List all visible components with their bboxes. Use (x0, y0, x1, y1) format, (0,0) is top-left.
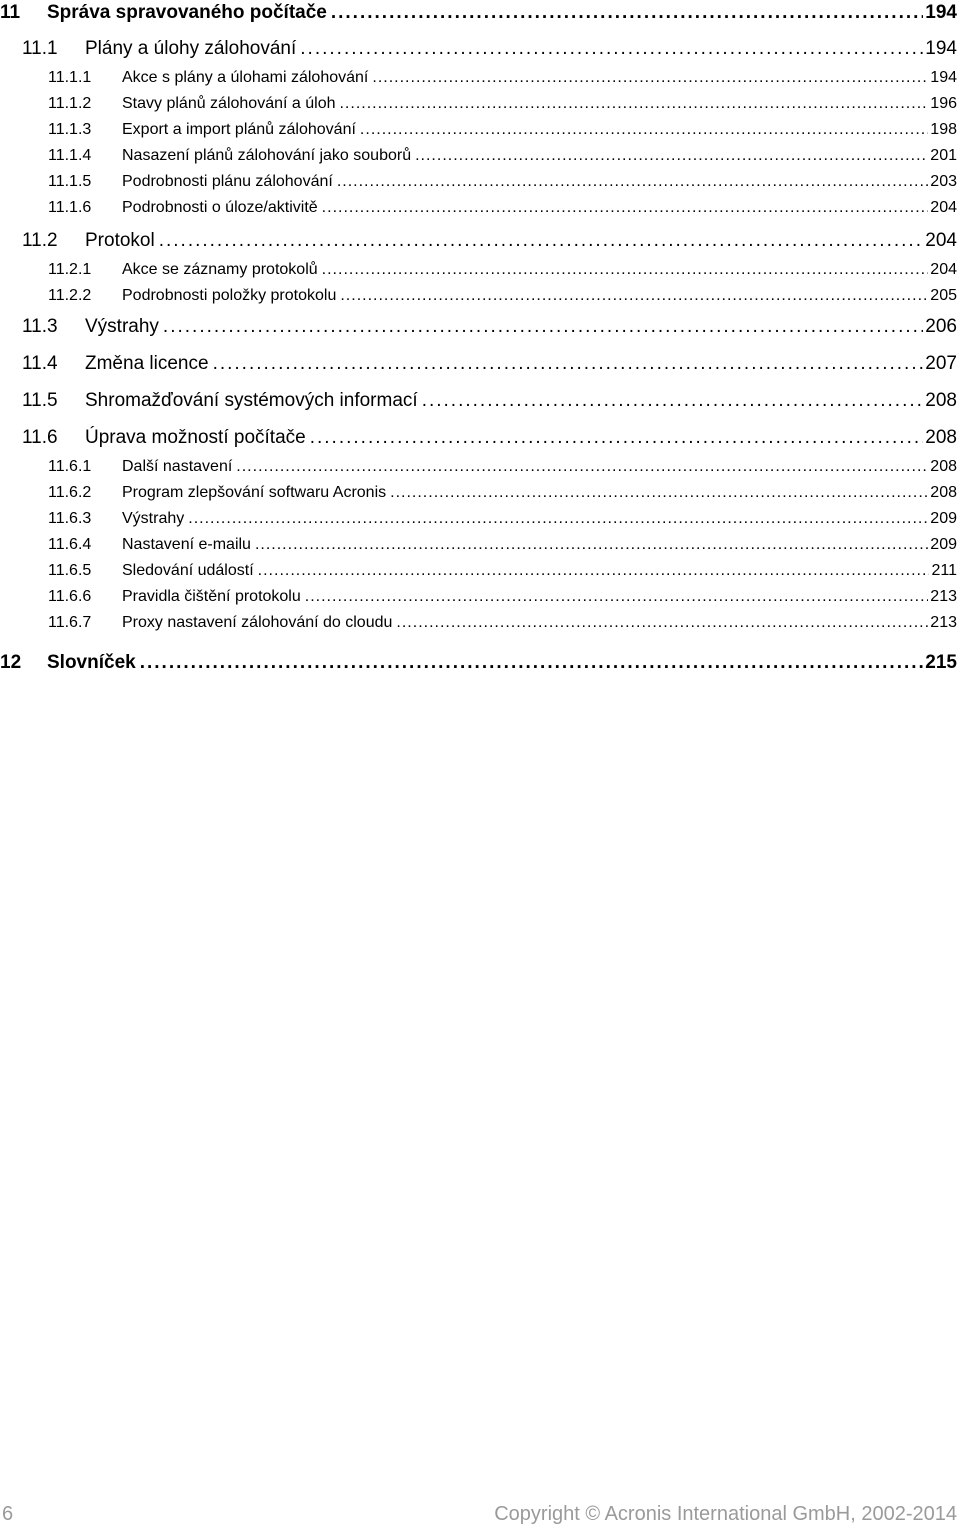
toc-entry-title: Plány a úlohy zálohování (85, 38, 297, 59)
toc-entry-number: 11 (0, 2, 21, 23)
toc-entry-number: 11.4 (22, 353, 58, 374)
dot-leader (422, 390, 924, 412)
toc-entry-page: 209 (930, 536, 957, 553)
dot-leader (300, 38, 923, 60)
toc-entry-title: Export a import plánů zálohování (122, 121, 356, 138)
toc-entry-number: 11.6.5 (48, 562, 92, 579)
toc-entry-number: 11.1.1 (48, 69, 92, 86)
toc-entry-title: Správa spravovaného počítače (47, 2, 327, 23)
toc-entry-page: 194 (930, 69, 957, 86)
toc-entry-page: 203 (930, 173, 957, 190)
toc-entry-page: 204 (930, 199, 957, 216)
dot-leader (415, 147, 928, 165)
dot-leader (322, 261, 929, 279)
dot-leader (339, 95, 928, 113)
toc-entry-page: 208 (925, 390, 957, 411)
toc-entry-number: 11.6.3 (48, 510, 92, 527)
toc-entry-number: 11.1.4 (48, 147, 92, 164)
toc-entry-title: Změna licence (85, 353, 209, 374)
toc-entry-number: 11.6.2 (48, 484, 92, 501)
toc-entry-section-11-5[interactable] (0, 390, 957, 412)
toc-entry-page: 213 (930, 588, 957, 605)
toc-entry-subsection-11-6-1[interactable] (0, 458, 957, 476)
toc-entry-number: 11.1.6 (48, 199, 92, 216)
toc-entry-section-11-1[interactable] (0, 38, 957, 60)
toc-entry-title: Akce se záznamy protokolů (122, 261, 318, 278)
toc-entry-subsection-11-6-2[interactable] (0, 484, 957, 502)
toc-entry-chapter-11[interactable] (0, 2, 957, 24)
dot-leader (213, 353, 924, 375)
toc-entry-number: 11.1.5 (48, 173, 92, 190)
dot-leader (188, 510, 928, 528)
toc-entry-number: 11.2.2 (48, 287, 92, 304)
dot-leader (322, 199, 929, 217)
toc-entry-title: Podrobnosti o úloze/aktivitě (122, 199, 318, 216)
copyright-notice: Copyright © Acronis International GmbH, 2002-2014 (494, 1503, 957, 1525)
toc-entry-subsection-11-6-3[interactable] (0, 510, 957, 528)
toc-entry-subsection-11-2-1[interactable] (0, 261, 957, 279)
toc-entry-page: 205 (930, 287, 957, 304)
toc-entry-number: 11.6.7 (48, 614, 92, 631)
toc-entry-title: Podrobnosti plánu zálohování (122, 173, 333, 190)
toc-entry-title: Sledování událostí (122, 562, 254, 579)
toc-entry-title: Proxy nastavení zálohování do cloudu (122, 614, 393, 631)
toc-entry-chapter-12[interactable] (0, 652, 957, 674)
toc-entry-title: Výstrahy (122, 510, 185, 527)
toc-entry-number: 11.2 (22, 230, 58, 251)
toc-entry-page: 206 (925, 316, 957, 337)
toc-entry-number: 11.1.2 (48, 95, 92, 112)
toc-entry-subsection-11-1-1[interactable] (0, 69, 957, 87)
toc-entry-subsection-11-6-5[interactable] (0, 562, 957, 580)
toc-entry-number: 11.6.4 (48, 536, 92, 553)
toc-entry-page: 211 (931, 562, 957, 579)
toc-entry-section-11-3[interactable] (0, 316, 957, 338)
toc-entry-title: Pravidla čištění protokolu (122, 588, 301, 605)
toc-entry-number: 11.1 (22, 38, 58, 59)
dot-leader (310, 427, 924, 449)
toc-entry-page: 215 (925, 652, 957, 673)
toc-entry-page: 194 (925, 38, 957, 59)
toc-entry-title: Nasazení plánů zálohování jako souborů (122, 147, 412, 164)
toc-entry-number: 12 (0, 652, 22, 673)
toc-entry-page: 209 (930, 510, 957, 527)
toc-entry-title: Nastavení e-mailu (122, 536, 251, 553)
toc-entry-title: Protokol (85, 230, 155, 251)
toc-entry-page: 198 (930, 121, 957, 138)
dot-leader (140, 652, 924, 674)
dot-leader (396, 614, 928, 632)
toc-entry-subsection-11-1-5[interactable] (0, 173, 957, 191)
toc-entry-subsection-11-1-3[interactable] (0, 121, 957, 139)
toc-entry-page: 208 (930, 484, 957, 501)
dot-leader (305, 588, 929, 606)
toc-entry-page: 201 (930, 147, 957, 164)
toc-entry-number: 11.6.6 (48, 588, 92, 605)
toc-entry-subsection-11-1-4[interactable] (0, 147, 957, 165)
toc-entry-title: Stavy plánů zálohování a úloh (122, 95, 336, 112)
dot-leader (372, 69, 928, 87)
dot-leader (340, 287, 928, 305)
toc-entry-subsection-11-2-2[interactable] (0, 287, 957, 305)
page-number: 6 (2, 1503, 14, 1525)
toc-entry-page: 204 (930, 261, 957, 278)
dot-leader (255, 536, 928, 554)
toc-entry-subsection-11-1-6[interactable] (0, 199, 957, 217)
dot-leader (236, 458, 928, 476)
toc-entry-title: Další nastavení (122, 458, 233, 475)
dot-leader (331, 2, 923, 24)
toc-entry-subsection-11-1-2[interactable] (0, 95, 957, 113)
toc-entry-title: Akce s plány a úlohami zálohování (122, 69, 369, 86)
toc-entry-title: Podrobnosti položky protokolu (122, 287, 337, 304)
dot-leader (337, 173, 928, 191)
toc-entry-title: Slovníček (47, 652, 136, 673)
toc-entry-number: 11.5 (22, 390, 58, 411)
dot-leader (390, 484, 928, 502)
toc-entry-number: 11.1.3 (48, 121, 92, 138)
toc-entry-page: 207 (925, 353, 957, 374)
toc-entry-page: 208 (925, 427, 957, 448)
toc-entry-title: Shromažďování systémových informací (85, 390, 418, 411)
toc-entry-subsection-11-6-4[interactable] (0, 536, 957, 554)
toc-entry-subsection-11-6-6[interactable] (0, 588, 957, 606)
toc-entry-number: 11.3 (22, 316, 58, 337)
toc-entry-page: 194 (925, 2, 957, 23)
toc-entry-title: Úprava možností počítače (85, 427, 306, 448)
toc-entry-page: 196 (930, 95, 957, 112)
toc-entry-section-11-2[interactable] (0, 230, 957, 252)
toc-entry-section-11-6[interactable] (0, 427, 957, 449)
toc-entry-title: Výstrahy (85, 316, 159, 337)
dot-leader (163, 316, 923, 338)
dot-leader (159, 230, 924, 252)
toc-entry-page: 213 (930, 614, 957, 631)
dot-leader (258, 562, 930, 580)
toc-entry-page: 208 (930, 458, 957, 475)
toc-entry-title: Program zlepšování softwaru Acronis (122, 484, 387, 501)
toc-entry-section-11-4[interactable] (0, 353, 957, 375)
toc-entry-number: 11.6.1 (48, 458, 92, 475)
toc-entry-number: 11.6 (22, 427, 58, 448)
page-footer (0, 1503, 957, 1531)
dot-leader (360, 121, 928, 139)
toc-entry-page: 204 (925, 230, 957, 251)
toc-entry-number: 11.2.1 (48, 261, 92, 278)
toc-entry-subsection-11-6-7[interactable] (0, 614, 957, 632)
